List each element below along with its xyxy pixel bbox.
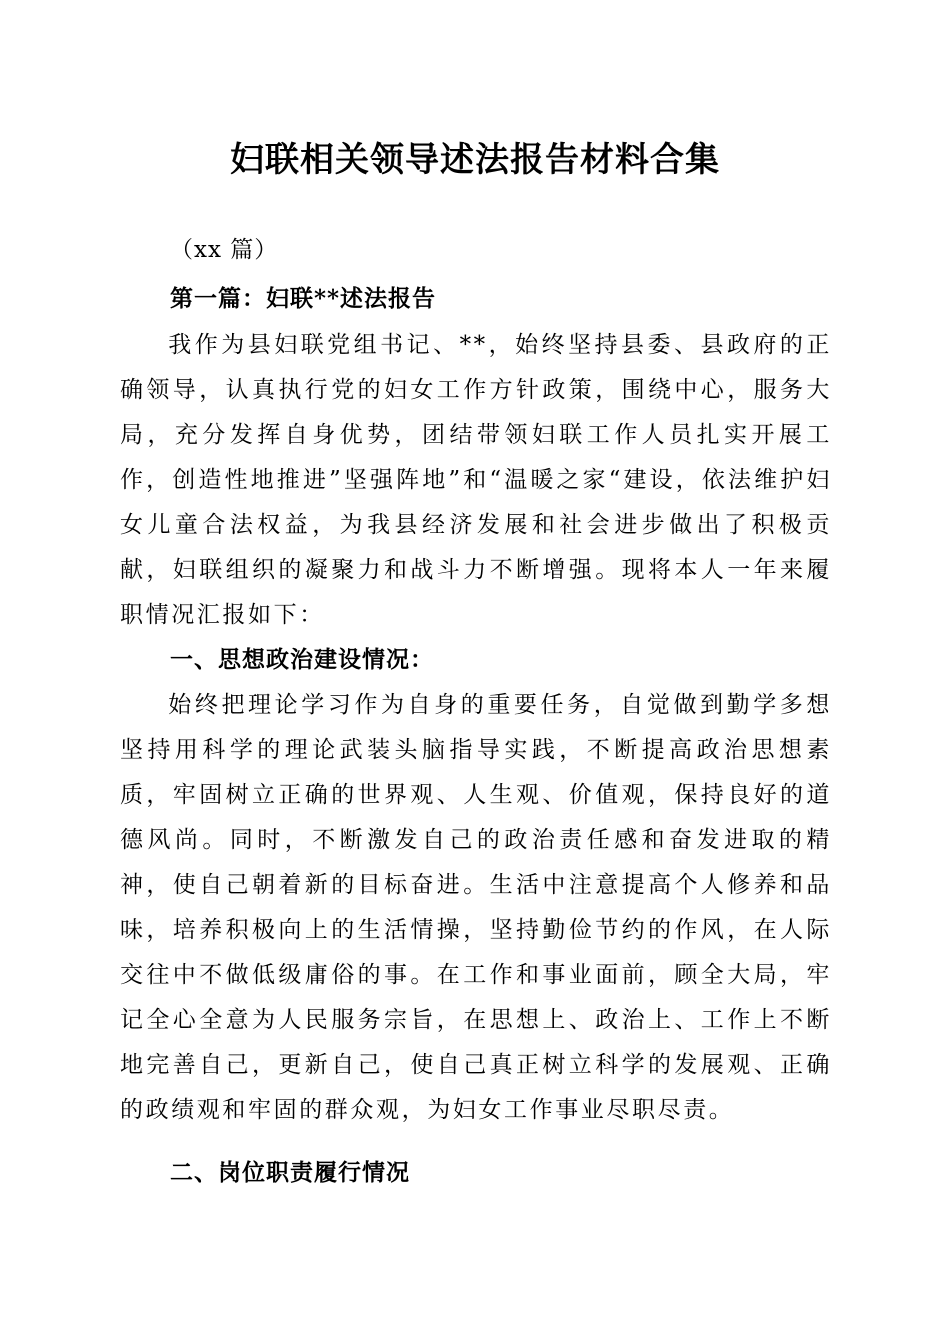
section-heading-2: 二、岗位职责履行情况 xyxy=(170,1160,410,1186)
section-heading-1: 一、思想政治建设情况： xyxy=(170,647,434,673)
document-body xyxy=(120,225,832,1196)
document-title: 妇联相关领导述法报告材料合集 xyxy=(230,140,720,180)
document-count-label: （xx 篇） xyxy=(170,237,279,263)
chapter-heading: 第一篇：妇联**述法报告 xyxy=(170,285,437,312)
section-paragraph-1: 始终把理论学习作为自身的重要任务，自觉做到勤学多想坚持用科学的理论武装头脑指导实践，不断提高政治思想素质，牢固树立正确的世界观、人生观、价值观，保持良好的道德风尚。同时，不断激发自己的政治责任感和奋发进取的精神，使自己朝着新的目标奋进。生活中注意提高个人修养和品味，培养积极向上的生活情操，坚持勤俭节约的作风，在人际交往中不做低级庸俗的事。在工作和事业面前，顾全大局，牢记全心全意为人民服务宗旨，在思想上、政治上、工作上不断地完善自己，更新自己，使自己真正树立科学的发展观、正确的政绩观和牢固的群众观，为妇女工作事业尽职尽责。 xyxy=(120,692,832,1123)
intro-paragraph: 我作为县妇联党组书记、**，始终坚持县委、县政府的正确领导，认真执行党的妇女工作方针政策，围绕中心，服务大局，充分发挥自身优势，团结带领妇联工作人员扎实开展工作，创造性地推进”坚强阵地”和“温暖之家“建设，依法维护妇女儿童合法权益，为我县经济发展和社会进步做出了积极贡献，妇联组织的凝聚力和战斗力不断增强。现将本人一年来履职情况汇报如下： xyxy=(120,332,832,628)
